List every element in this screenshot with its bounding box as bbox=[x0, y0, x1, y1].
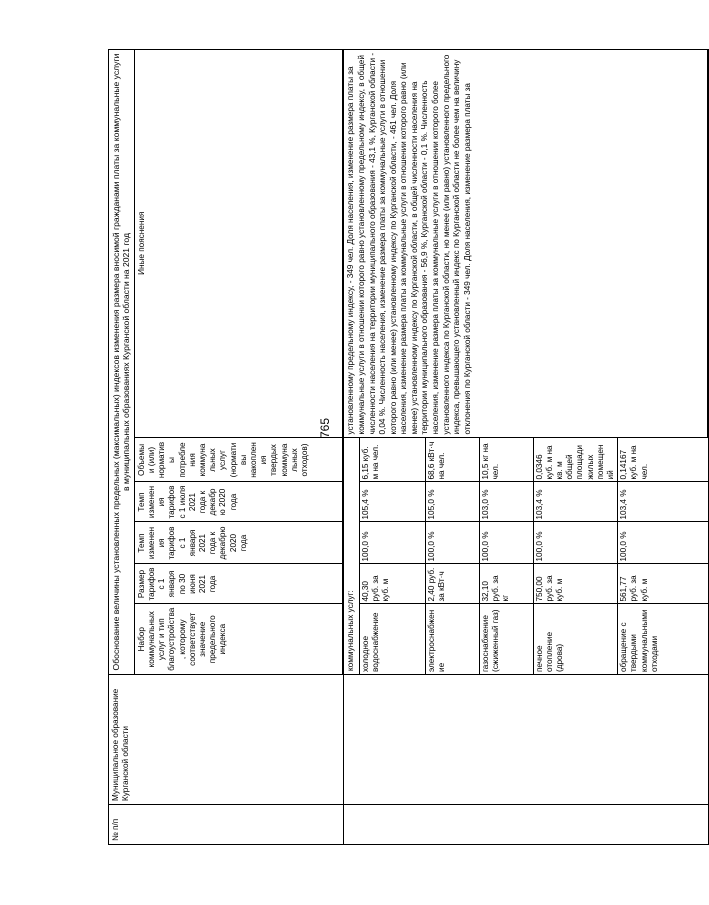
page-number: 765 bbox=[318, 417, 332, 438]
tariff-jul: 103,4 % bbox=[533, 482, 618, 522]
tariff-jul: 105,4 % bbox=[359, 482, 425, 522]
tariff-jan: 100,0 % bbox=[359, 522, 425, 564]
data-table bbox=[344, 49, 708, 674]
header-notes: Иные пояснения bbox=[135, 49, 343, 438]
tariff-size: 40,30 руб. за куб. м bbox=[359, 564, 425, 604]
data-cell bbox=[344, 50, 709, 675]
tariff-jan: 100,0 % bbox=[618, 522, 708, 564]
service-name: обращение с твердыми коммунальными отходами bbox=[618, 604, 708, 674]
service-name: электроснабжение bbox=[425, 604, 479, 674]
header-tariff-jul: Темп изменения тарифов с 1 июля 2021 года к декабрю 2020 года bbox=[135, 482, 343, 522]
header-municipality: Муниципальное образование Курганской области bbox=[109, 675, 344, 805]
justification-table bbox=[108, 49, 709, 845]
volume: 0,0346 куб. м на кв. м общей площади жилых помещений bbox=[533, 438, 618, 482]
service-name: холодное водоснабжение bbox=[359, 604, 425, 674]
volume: 10,5 кг на чел. bbox=[479, 438, 533, 482]
tariff-jan: 100,0 % bbox=[533, 522, 618, 564]
tariff-size: 2,40 руб. за кВт·ч bbox=[425, 564, 479, 604]
services-label: коммунальных услуг: bbox=[344, 438, 359, 674]
header-tariff-jan: Темп изменения тарифов с 1 января 2021 года к декабрю 2020 года bbox=[135, 522, 343, 564]
tariff-size: 750,00 руб. за куб. м bbox=[533, 564, 618, 604]
volume: 0,14167 куб. м на чел. bbox=[618, 438, 708, 482]
header-set: Набор коммунальных услуг и тип благоустройства, которому соответствует значение предельного индекса bbox=[135, 604, 343, 674]
row-num bbox=[344, 805, 709, 845]
table-caption: Обоснование величины установленных предельных (максимальных) индексов изменения размера вносимой гражданами платы за коммунальные услуги в муниципальных образованиях Курганской области на 2021 год bbox=[109, 50, 135, 675]
header-num: № п/п bbox=[109, 805, 344, 845]
service-name: печное отопление (дрова) bbox=[533, 604, 618, 674]
header-volumes: Объемы и (или) нормативы потребления коммунальных услуг (нормативы накопления твердых коммунальных отходов) bbox=[135, 438, 343, 482]
header-tariff-size: Размер тарифов с 1 января по 30 июня 2021 года bbox=[135, 564, 343, 604]
volume: 68,6 кВт·ч на чел. bbox=[425, 438, 479, 482]
rotated-document-table bbox=[108, 50, 659, 845]
notes-text: установленному предельному индексу, - 349 чел. Доля населения, изменение размера платы за коммунальные услуги в отношении которого равно установленному предельному индексу, в общей численности населения на территории муниципального образования - 43,1 %, Курганской области - 0,04 %. Численность населения, изменение размера платы за коммунальные услуги в отношении которого равно (или менее) установленному индексу по Курганской области, - 461 чел. Доля населения, изменение размера платы за коммунальные услуги в отношении которого равно (или менее) установленному индексу по Курганской области, в общей численности населения на территории муниципального образования - 56,9 %, Курганской области - 0,1 %. Численность населения, изменение размера платы за коммунальные услуги в отношении которого более установленного индекса по Курганской области, но менее (или равно) установленного предельного индекса, превышающего установленный индекс по Курганской области не более чем на величину отклонения по Курганской области - 349 чел. Доля населения, изменение размера платы за bbox=[344, 49, 707, 438]
tariff-jan: 100,0 % bbox=[479, 522, 533, 564]
inner-table-cell bbox=[134, 50, 344, 675]
tariff-jul: 103,0 % bbox=[479, 482, 533, 522]
row-municipality bbox=[344, 675, 709, 805]
tariff-size: 32,10 руб. за кг bbox=[479, 564, 533, 604]
tariff-jul: 105,0 % bbox=[425, 482, 479, 522]
tariff-size: 561,77 руб. за куб. м bbox=[618, 564, 708, 604]
volume: 6,15 куб. м на чел. bbox=[359, 438, 425, 482]
tariff-jan: 100,0 % bbox=[425, 522, 479, 564]
service-name: газоснабжение (сжиженный газ) bbox=[479, 604, 533, 674]
tariff-jul: 103,4 % bbox=[618, 482, 708, 522]
inner-table bbox=[135, 49, 344, 674]
